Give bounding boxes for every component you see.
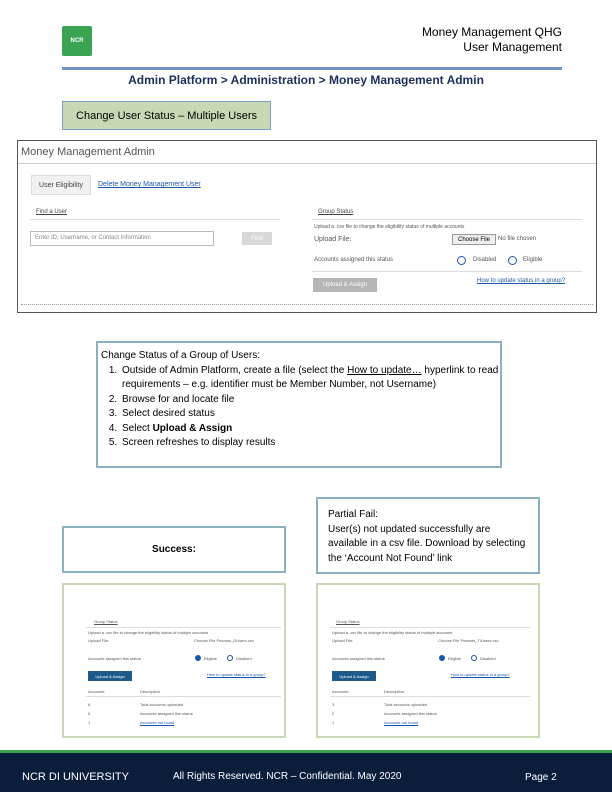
radio-disabled[interactable]: [457, 256, 466, 265]
step-1-post: hyperlink to read requirements – e.g. identifier must be Member Number, not Username): [122, 364, 499, 390]
steps-list: [120, 364, 500, 451]
step-4-pre: Select: [122, 422, 153, 434]
thumb-partial-tab: Group Status: [336, 619, 360, 624]
success-label: Success:: [152, 544, 196, 555]
choose-file-button[interactable]: Choose File: [452, 234, 496, 245]
eligible-label: Eligible: [523, 257, 543, 263]
thumb-success-file: Choose File Peanuts_DUsers.csv: [194, 638, 254, 643]
partial-heading: Partial Fail:: [328, 509, 379, 520]
thumb-success-table-rule: [86, 696, 281, 697]
group-hint: Upload a .csv file to change the eligibility status of multiple accounts: [314, 224, 465, 230]
thumb-success-row3-d: Accounts not found: [140, 720, 175, 725]
screenshot-divider: [18, 163, 596, 164]
section-label: Change User Status – Multiple Users: [62, 101, 271, 130]
partial-box: [316, 497, 540, 574]
thumb-partial-row1-d: Total accounts uploaded: [384, 702, 428, 707]
thumb-partial-row3-d: Accounts not found: [384, 720, 419, 725]
thumb-success-row3-a: 1: [88, 720, 91, 725]
partial-thumbnail: [316, 583, 540, 738]
partial-body: User(s) not updated successfully are available in a csv file. Download by selecting the ‘Account Not Found’ link: [328, 523, 526, 564]
thumb-partial-rule: [330, 627, 530, 628]
step-1: [120, 364, 500, 393]
thumb-partial-row2-a: 2: [332, 711, 335, 716]
thumb-success-eligible: Eligible: [204, 656, 217, 661]
thumb-success-row2-d: Accounts assigned this status: [140, 711, 193, 716]
footer-page: Page 2: [525, 772, 557, 783]
thumb-partial-radio-eligible: [439, 655, 445, 661]
thumb-success-tab: Group Status: [94, 619, 118, 624]
logo-text: NCR: [70, 38, 84, 44]
thumb-partial-row1-a: 3: [332, 702, 335, 707]
group-status-tab[interactable]: Group Status: [318, 209, 354, 215]
thumb-partial-disabled: Disabled: [480, 656, 496, 661]
thumb-success-row1-a: 6: [88, 702, 91, 707]
thumb-success-radio-disabled: [227, 655, 233, 661]
header-rule: [62, 67, 562, 70]
step-4-bold: Upload & Assign: [152, 422, 233, 434]
thumb-partial-upload-label: Upload File:: [332, 638, 354, 643]
thumb-partial-button: Upload & Assign: [332, 671, 376, 681]
how-to-link[interactable]: How to update status in a group?: [477, 278, 566, 284]
find-user-rule: [30, 219, 280, 220]
header-title-line2: User Management: [463, 40, 562, 54]
group-rule-2: [312, 271, 582, 272]
radio-eligible[interactable]: [508, 256, 517, 265]
thumb-partial-row2-d: Accounts assigned this status: [384, 711, 437, 716]
steps-box: [96, 341, 502, 468]
header-title-line1: Money Management QHG: [421, 25, 562, 39]
tab-delete-user[interactable]: Delete Money Management User: [98, 181, 201, 188]
footer-accent: [0, 750, 612, 753]
thumb-partial-col1: Accounts: [332, 689, 349, 694]
step-1-pre: Outside of Admin Platform, create a file (select the: [122, 364, 348, 376]
thumb-success-rule: [86, 627, 281, 628]
assigned-label: Accounts assigned this status: [314, 257, 394, 263]
success-box: [62, 526, 286, 573]
dotted-rule: [21, 304, 593, 305]
thumb-partial-eligible: Eligible: [448, 656, 461, 661]
thumb-success-upload-label: Upload File:: [88, 638, 110, 643]
success-thumbnail: [62, 583, 286, 738]
thumb-success-disabled: Disabled: [236, 656, 252, 661]
thumb-success-row2-a: 5: [88, 711, 91, 716]
thumb-partial-file: Choose File Peanuts_TIUsers.csv: [438, 638, 499, 643]
ncr-logo: [62, 26, 92, 56]
step-5: 5. Screen refreshes to display results: [120, 436, 500, 451]
thumb-success-hint: Upload a .csv file to change the eligibility status of multiple accounts: [88, 630, 209, 635]
thumb-success-button: Upload & Assign: [88, 671, 132, 681]
thumb-success-row1-d: Total accounts uploaded: [140, 702, 184, 707]
thumb-partial-link: How to update status in a group?: [451, 672, 510, 677]
thumb-partial-table-rule: [330, 696, 530, 697]
steps-heading: Change Status of a Group of Users:: [101, 350, 260, 361]
screenshot-title: Money Management Admin: [21, 146, 155, 158]
thumb-partial-assigned: Accounts assigned this status: [332, 656, 385, 661]
find-user-tab[interactable]: Find a User: [36, 209, 68, 215]
thumb-success-col1: Accounts: [88, 689, 105, 694]
step-3: 3. Select desired status: [120, 407, 500, 422]
find-button[interactable]: Find: [242, 232, 272, 245]
thumb-success-assigned: Accounts assigned this status: [88, 656, 141, 661]
breadcrumb: Admin Platform > Administration > Money Management Admin: [128, 73, 484, 87]
thumb-partial-hint: Upload a .csv file to change the eligibility status of multiple accounts: [332, 630, 453, 635]
thumb-success-radio-eligible: [195, 655, 201, 661]
admin-screenshot: [17, 140, 597, 313]
search-input[interactable]: Enter ID, Username, or Contact Information: [30, 231, 214, 246]
step-1-link[interactable]: How to update…: [347, 364, 422, 376]
thumb-partial-row3-a: 1: [332, 720, 335, 725]
tab-user-eligibility[interactable]: User Eligibility: [31, 175, 91, 195]
thumb-partial-col2: Description: [384, 689, 405, 694]
step-2: 2. Browse for and locate file: [120, 393, 500, 408]
step-4: [120, 422, 500, 437]
header-title: [422, 25, 562, 55]
disabled-label: Disabled: [473, 257, 497, 263]
no-file-text: No file chosen: [498, 236, 537, 242]
upload-assign-button[interactable]: Upload & Assign: [313, 278, 377, 292]
upload-label: Upload File:: [314, 236, 352, 243]
group-status-rule: [312, 219, 582, 220]
thumb-partial-radio-disabled: [471, 655, 477, 661]
footer-left: NCR DI UNIVERSITY: [22, 771, 129, 783]
thumb-success-col2: Description: [140, 689, 161, 694]
thumb-success-link: How to update status in a group?: [207, 672, 266, 677]
footer-center: All Rights Reserved. NCR – Confidential. May 2020: [173, 771, 402, 782]
